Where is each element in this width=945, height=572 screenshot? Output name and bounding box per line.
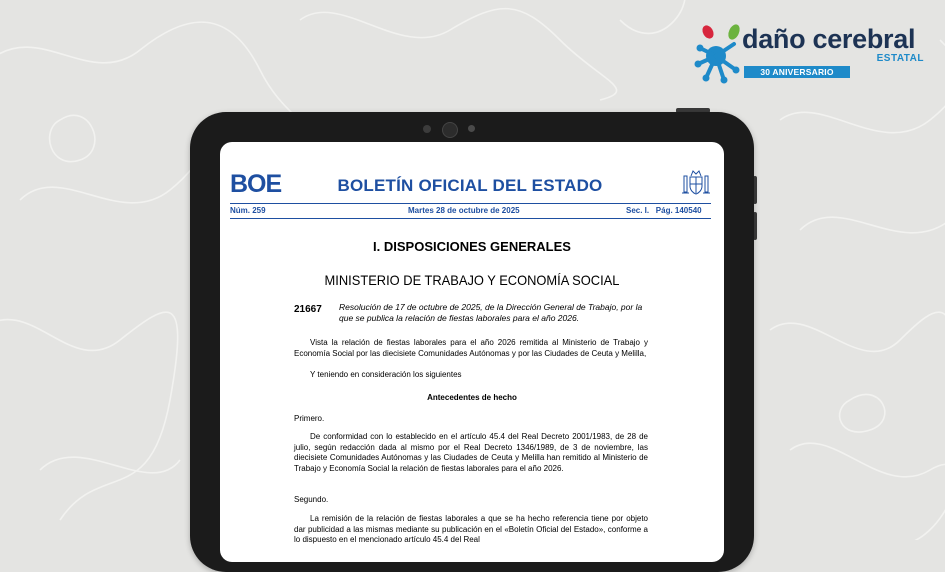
logo-subtitle: ESTATAL (876, 53, 924, 64)
resolution-number: 21667 (294, 304, 322, 315)
tablet-screen (220, 142, 724, 562)
intro-paragraph: Vista la relación de fiestas laborales para el año 2026 remitida al Ministerio de Trabajo y Economía Social por las diecisiete Comunidades Autónomas y por las Ciudades de Ceuta y Melilla, (294, 338, 648, 358)
primero-paragraph: De conformidad con lo establecido en el artículo 45.4 del Real Decreto 2001/1983, de 28 de julio, según redacción dada al mismo por el Real Decreto 1346/1989, de 3 de noviembre, las diecisiete Comunidades Autónomas y las Ciudades de Ceuta y Melilla han remitido al Ministerio de Trabajo y Economía Social la relación de fiestas laborales para el año 2026. (294, 432, 648, 473)
boe-title: BOLETÍN OFICIAL DEL ESTADO (337, 176, 603, 195)
anniversary-band: 30 ANIVERSARIO (744, 66, 850, 78)
section-page: Sec. I. Pág. 140540 (626, 206, 702, 215)
bulletin-date: Martes 28 de octubre de 2025 (408, 206, 520, 215)
resolution-title: Resolución de 17 de octubre de 2025, de la Dirección General de Trabajo, por la que se publica la relación de fiestas laborales para el año 2026. (339, 302, 643, 323)
tablet-flash (468, 125, 475, 132)
boe-logo-text: BOE (230, 170, 282, 196)
coat-of-arms-icon (681, 168, 711, 198)
logo-title: daño cerebral (742, 24, 916, 54)
segundo-paragraph: La remisión de la relación de fiestas laborales a que se ha hecho referencia tiene por objeto dar publicidad a las mismas mediante su publicación en el «Boletín Oficial del Estado», conforme a lo dispuesto en el mencionado artículo 45.4 del Real (294, 514, 648, 545)
ministry-title: MINISTERIO DE TRABAJO Y ECONOMÍA SOCIAL (324, 272, 620, 288)
header-divider-bottom (230, 218, 711, 219)
tablet-sensor (423, 125, 431, 133)
brain-neuron-icon (694, 22, 748, 84)
bulletin-number: Núm. 259 (230, 206, 266, 215)
segundo-label: Segundo. (294, 495, 329, 504)
section-title: I. DISPOSICIONES GENERALES (373, 239, 571, 254)
dano-cerebral-logo (694, 22, 934, 84)
antecedentes-heading: Antecedentes de hecho (427, 393, 517, 402)
header-divider-top (230, 203, 711, 204)
primero-label: Primero. (294, 414, 325, 423)
boe-logo (230, 170, 286, 196)
tablet-camera (442, 122, 458, 138)
considering-paragraph: Y teniendo en consideración los siguientes (310, 370, 462, 379)
